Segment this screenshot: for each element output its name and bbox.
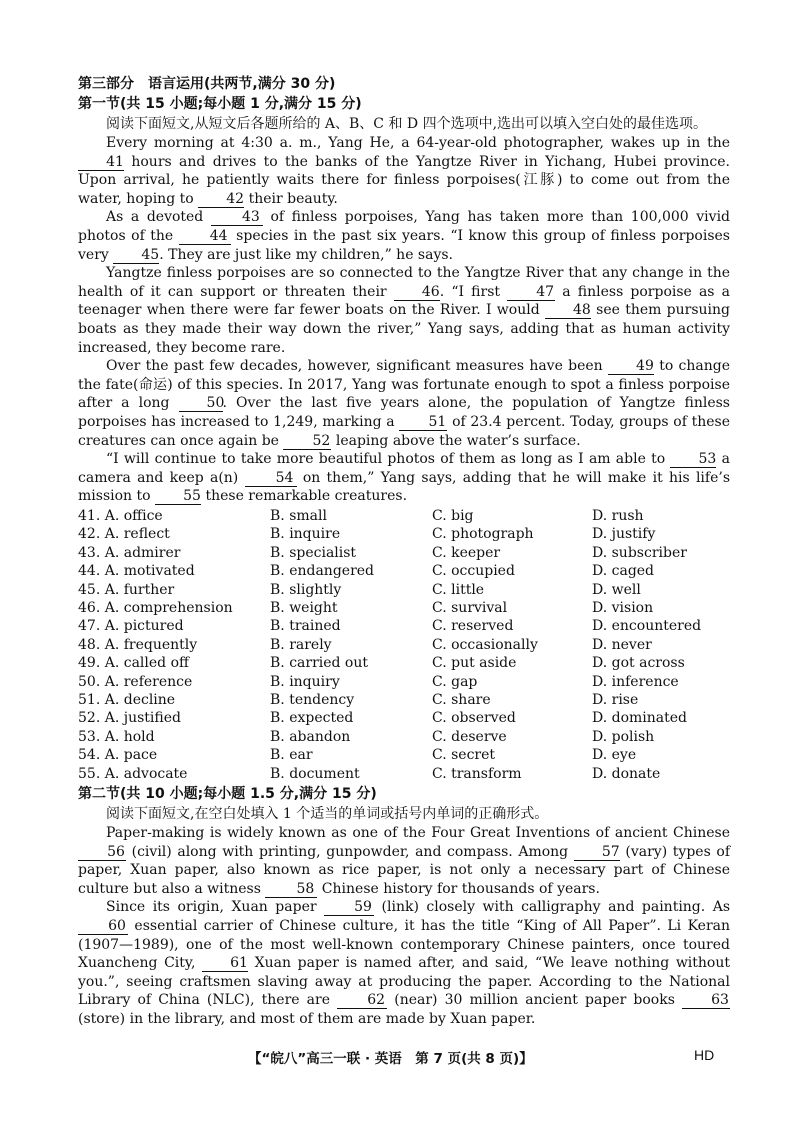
- passage1-paragraph: As a devoted 43 of finless porpoises, Yang has taken more than 100,000 vivid photos of the 44 species in the past six years. “I know this group of finless porpoises very 45. They are just like my children,” he says.: [78, 209, 731, 263]
- options-row: 42. A. reflect B. inquire C. photograph D. justify: [78, 526, 656, 543]
- blank-59: 59: [324, 900, 374, 916]
- options-row: 43. A. admirer B. specialist C. keeper D. subscriber: [78, 544, 687, 561]
- options-row: 53. A. hold B. abandon C. deserve D. polish: [78, 728, 655, 745]
- section2-instruction: 阅读下面短文,在空白处填入 1 个适当的单词或括号内单词的正确形式。: [106, 805, 549, 822]
- blank-51: 51: [399, 415, 447, 431]
- options-row: 41. A. office B. small C. big D. rush: [78, 507, 644, 524]
- passage1-paragraph: “I will continue to take more beautiful photos of them as long as I am able to 53 a camera and keep a(n) 54 on them,” Yang says, adding that he will make it his life’s mission to 55 these remarkable creatures.: [78, 451, 730, 505]
- blank-46: 46: [394, 285, 440, 301]
- blank-56: 56: [78, 845, 126, 861]
- options-row: 50. A. reference B. inquiry C. gap D. inference: [78, 673, 679, 690]
- section1-instruction: 阅读下面短文,从短文后各题所给的 A、B、C 和 D 四个选项中,选出可以填入空白处的最佳选项。: [106, 116, 708, 132]
- options-row: 55. A. advocate B. document C. transform D. donate: [78, 765, 661, 782]
- blank-54: 54: [245, 471, 297, 487]
- blank-41: 41: [78, 155, 124, 171]
- options-row: 45. A. further B. slightly C. little D. well: [78, 581, 641, 598]
- blank-55: 55: [155, 489, 201, 505]
- blank-47: 47: [507, 285, 555, 301]
- blank-57: 57: [574, 845, 620, 861]
- footer-code: HD: [694, 1047, 715, 1063]
- section2-heading: 第二节(共 10 小题;每小题 1.5 分,满分 15 分): [78, 785, 377, 802]
- passage1-paragraph: Over the past few decades, however, significant measures have been 49 to change the fate(命运) of this species. In 2017, Yang was fortunate enough to spot a finless porpoise after a long 50. Over the last five years alone, the population of Yangtze finless porpoises has increased to 1,249, marking a 51 of 23.4 percent. Today, groups of these creatures can once again be 52 leaping above the water’s surface.: [78, 358, 730, 449]
- section1-heading: 第一节(共 15 小题;每小题 1 分,满分 15 分): [78, 96, 362, 112]
- options-row: 49. A. called off B. carried out C. put aside D. got across: [78, 655, 685, 672]
- options-list: [78, 507, 730, 783]
- blank-58: 58: [265, 882, 317, 898]
- options-row: 44. A. motivated B. endangered C. occupied D. caged: [78, 563, 655, 580]
- options-row: 47. A. pictured B. trained C. reserved D. encountered: [78, 618, 702, 635]
- blank-45: 45: [113, 248, 159, 264]
- blank-42: 42: [198, 192, 244, 208]
- footer-title: 【“皖八”高三一联 · 英语 第 7 页(共 8 页)】: [248, 1051, 533, 1067]
- passage1-paragraph: Yangtze finless porpoises are so connected to the Yangtze River that any change in the health of it can support or threaten their 46. “I first 47 a finless porpoise as a teenager when there were far fewer boats on the River. I would 48 see them pursuing boats as they made their way down the river,” Yang says, adding that as human activity increased, they become rare.: [78, 265, 731, 356]
- options-row: 48. A. frequently B. rarely C. occasionally D. never: [78, 636, 652, 653]
- blank-63: 63: [682, 993, 730, 1009]
- options-row: 54. A. pace B. ear C. secret D. eye: [78, 747, 637, 764]
- part-title: 第三部分 语言运用(共两节,满分 30 分): [78, 76, 336, 92]
- blank-60: 60: [78, 919, 128, 935]
- blank-61: 61: [202, 956, 248, 972]
- blank-44: 44: [179, 229, 231, 245]
- blank-52: 52: [283, 434, 331, 450]
- options-row: 46. A. comprehension B. weight C. survival D. vision: [78, 599, 654, 616]
- options-row: 51. A. decline B. tendency C. share D. rise: [78, 691, 639, 708]
- blank-53: 53: [670, 452, 716, 468]
- blank-62: 62: [337, 993, 387, 1009]
- passage1-paragraph: Every morning at 4:30 a. m., Yang He, a 64-year-old photographer, wakes up in the 41 hours and drives to the banks of the Yangtze River in Yichang, Hubei province. Upon arrival, he patiently waits there for finless porpoises(江豚) to come out from the water, hoping to 42 their beauty.: [78, 135, 730, 207]
- blank-50: 50: [179, 396, 223, 412]
- passage2-paragraph: Paper-making is widely known as one of the Four Great Inventions of ancient Chinese 56 (civil) along with printing, gunpowder, and compass. Among 57 (vary) types of paper, Xuan paper, also known as rice paper, is not only a necessary part of Chinese culture but also a witness 58 Chinese history for thousands of years.: [78, 824, 730, 897]
- exam-page: [78, 74, 730, 1029]
- blank-43: 43: [211, 210, 263, 226]
- options-row: 52. A. justified B. expected C. observed D. dominated: [78, 710, 688, 727]
- blank-48: 48: [545, 303, 591, 319]
- passage2-paragraph: Since its origin, Xuan paper 59 (link) closely with calligraphy and painting. As 60 essential carrier of Chinese culture, it has the title “King of All Paper”. Li Keran (1907—1989), one of the most well-known contemporary Chinese painters, once toured Xuancheng City, 61 Xuan paper is named after, and said, “We leave nothing without you.”, seeing craftsmen slaving away at producing the paper. According to the National Library of China (NLC), there are 62 (near) 30 million ancient paper books 63 (store) in the library, and most of them are made by Xuan paper.: [78, 899, 731, 1027]
- blank-49: 49: [608, 359, 654, 375]
